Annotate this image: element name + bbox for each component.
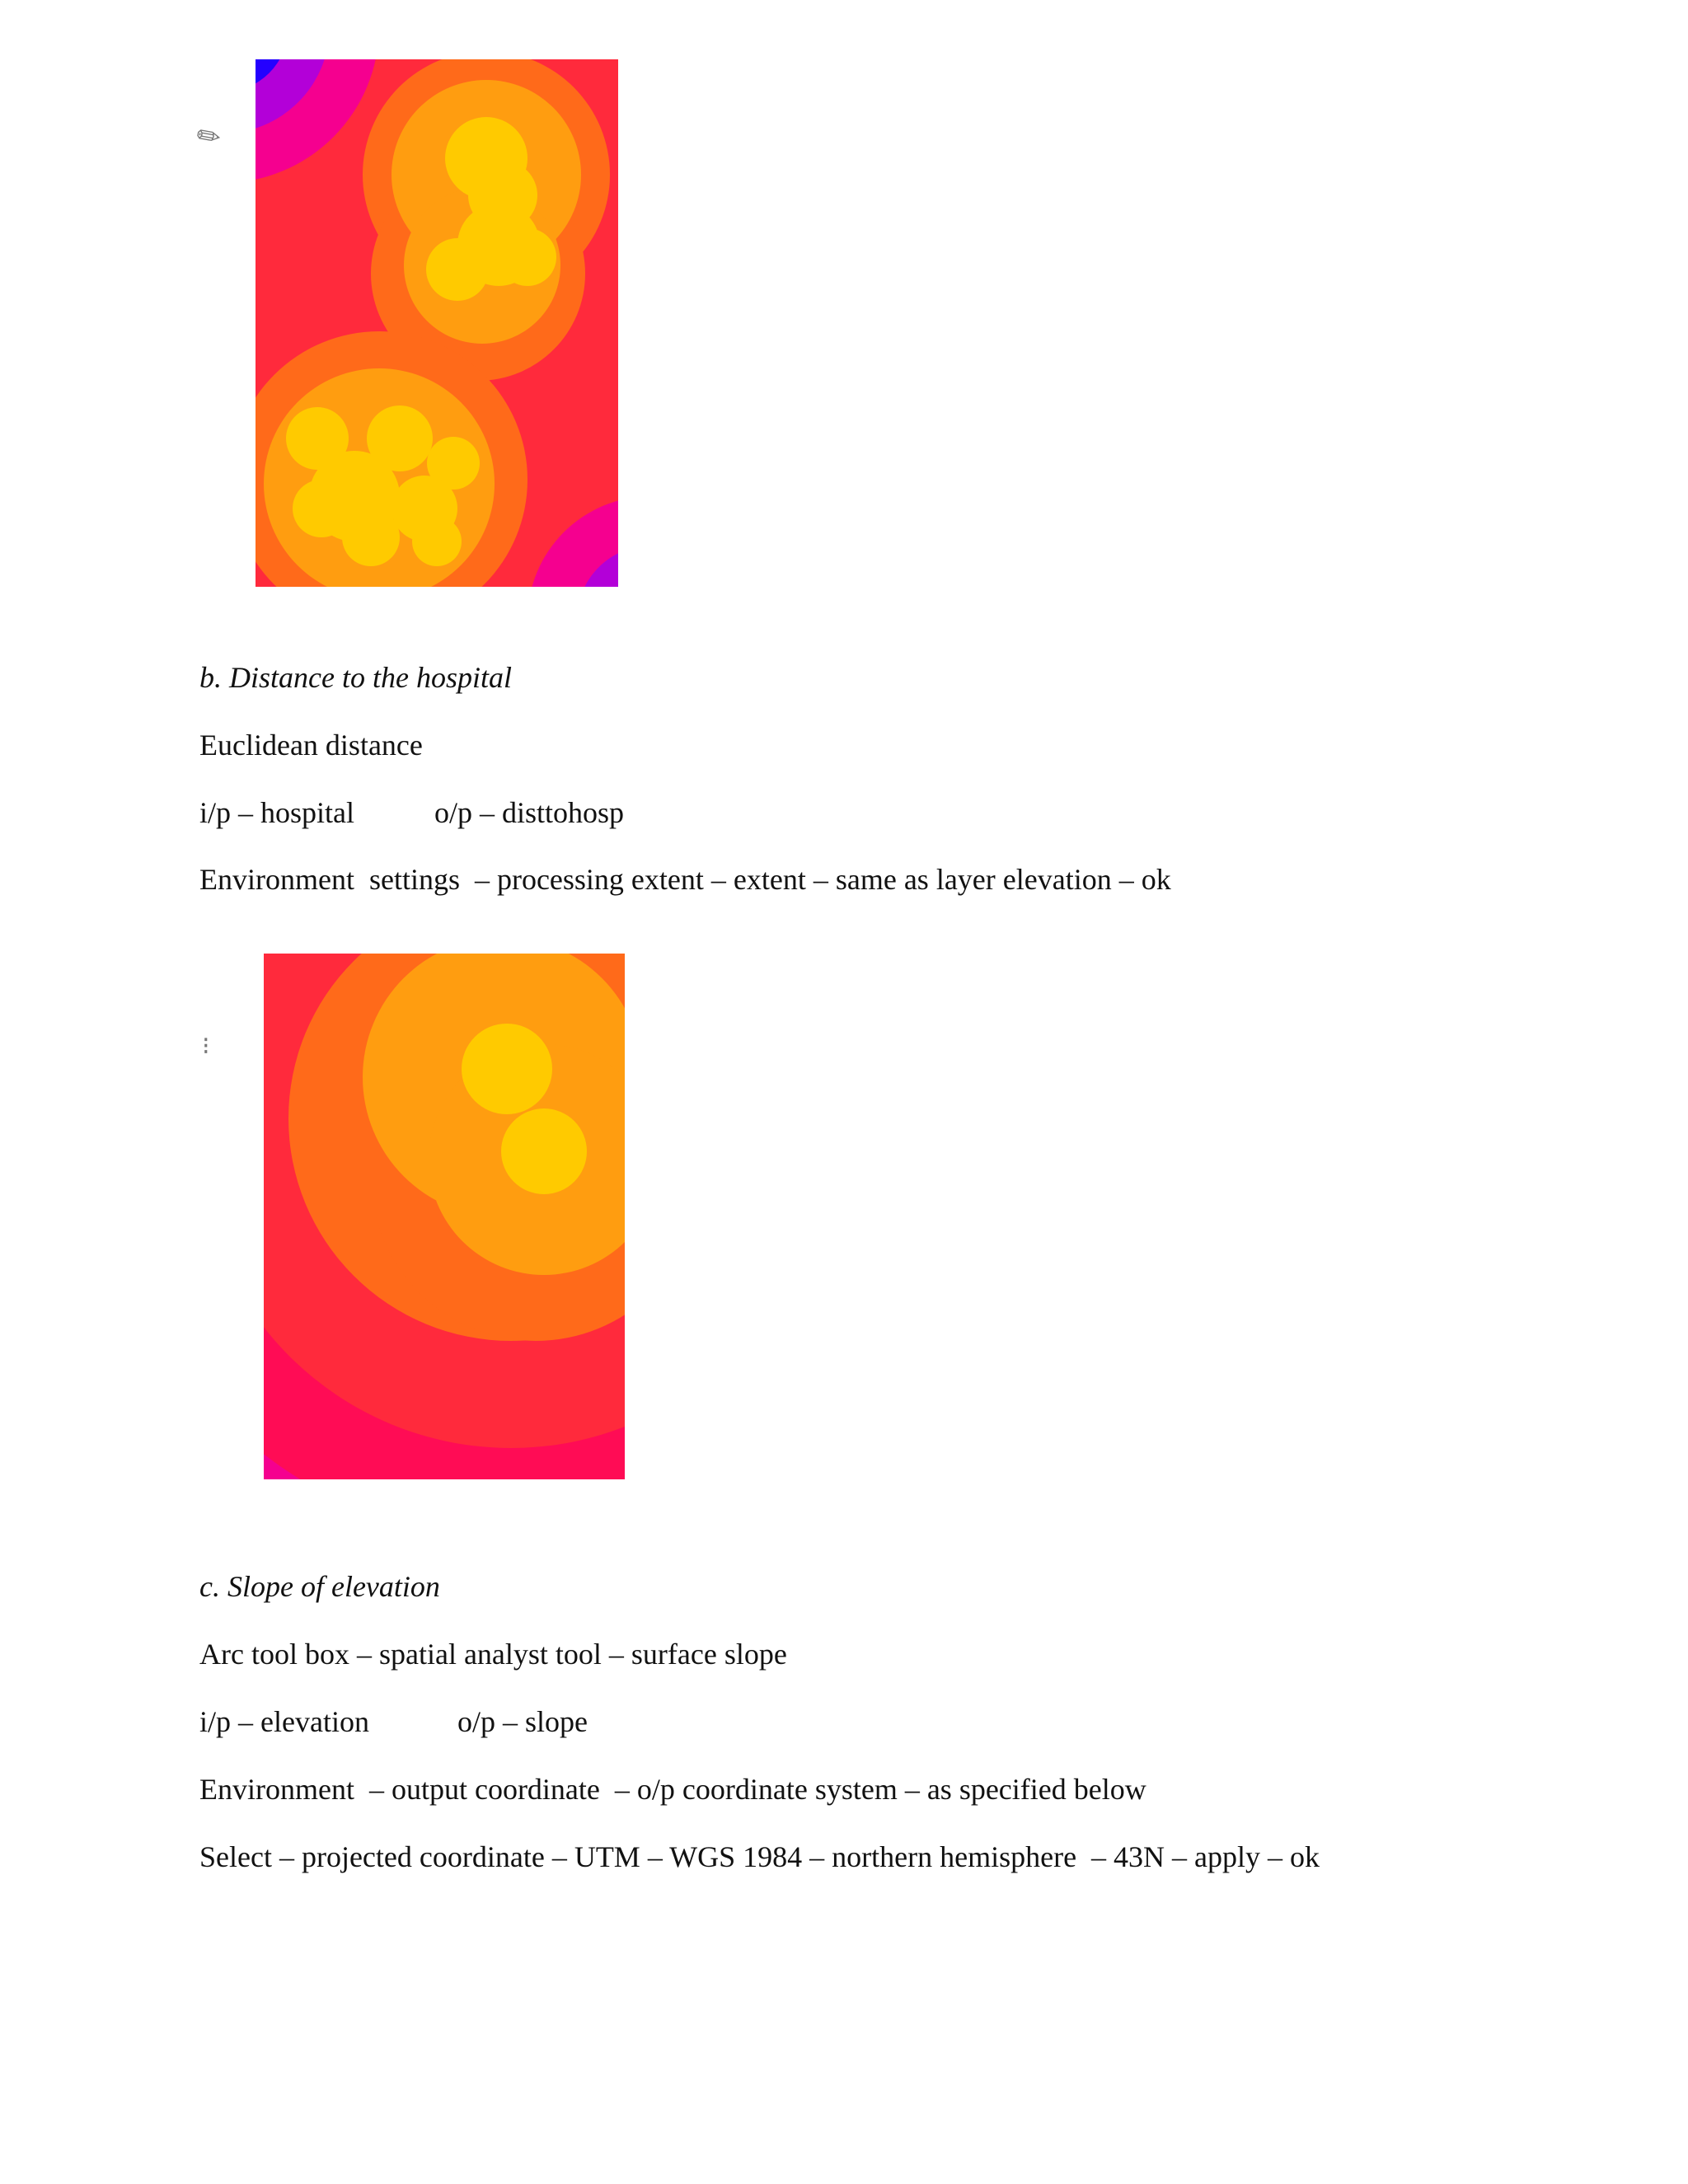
section-heading: c. Slope of elevation	[199, 1570, 440, 1603]
text-line: Arc tool box – spatial analyst tool – surface slope	[199, 1638, 787, 1671]
text-line: Environment settings – processing extent – extent – same as layer elevation – ok	[199, 863, 1171, 896]
io-line	[199, 1704, 588, 1740]
section-heading: b. Distance to the hospital	[199, 661, 512, 694]
text-line: Select – projected coordinate – UTM – WGS 1984 – northern hemisphere – 43N – apply – ok	[199, 1840, 1320, 1873]
text-line: Environment – output coordinate – o/p coordinate system – as specified below	[199, 1773, 1146, 1806]
distance-raster-image-1	[256, 59, 618, 587]
output-text: o/p – slope	[457, 1705, 588, 1738]
io-line	[199, 794, 624, 831]
cursor-mark-icon: ✎	[190, 118, 228, 157]
distance-raster-image-2	[264, 954, 625, 1479]
input-text: i/p – elevation	[199, 1705, 369, 1738]
text-line: Euclidean distance	[199, 729, 423, 762]
cursor-mark-icon: ⁝	[202, 1033, 210, 1060]
output-text: o/p – disttohosp	[434, 796, 625, 829]
input-text: i/p – hospital	[199, 796, 354, 829]
